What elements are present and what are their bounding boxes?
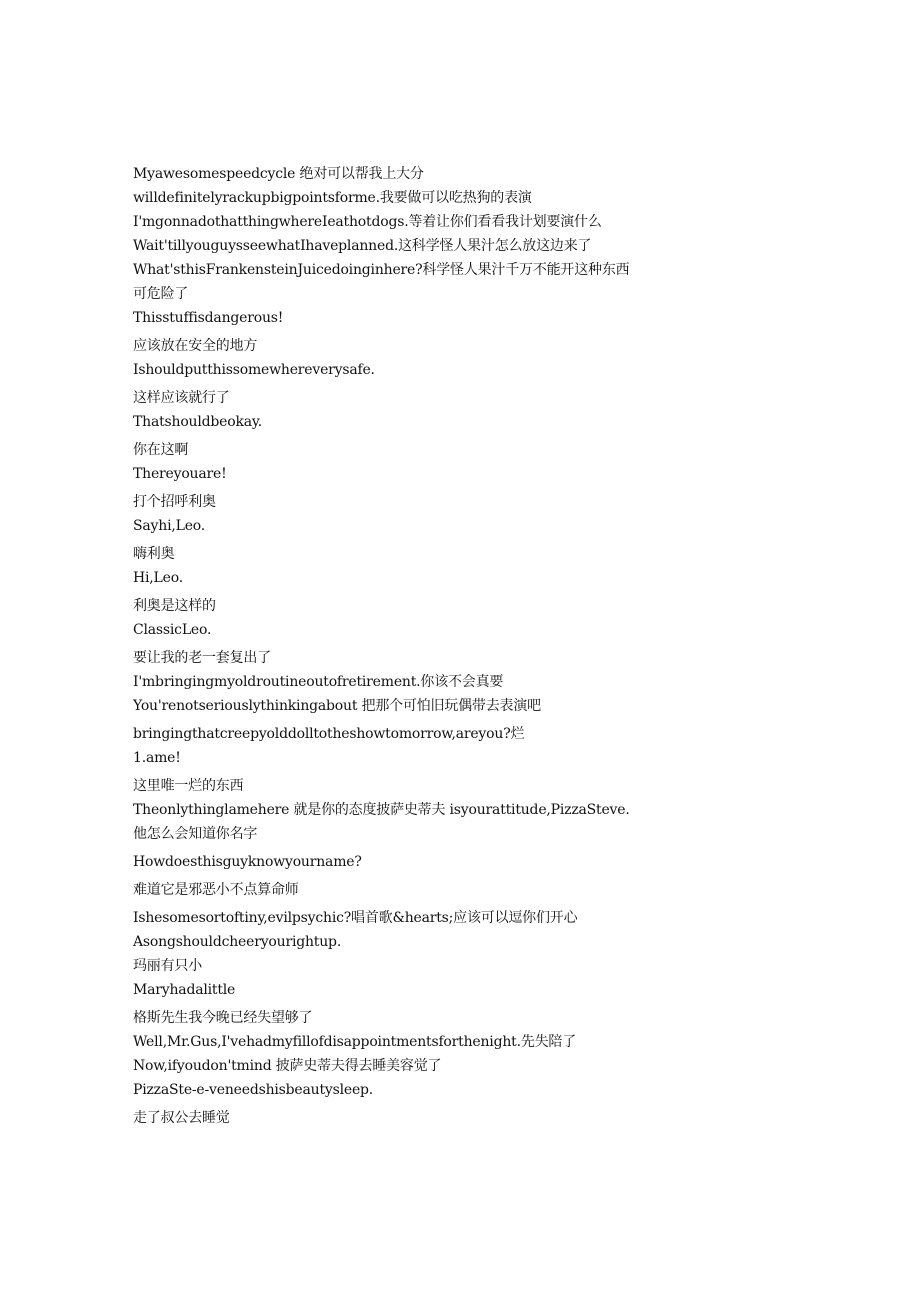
- text-line: 这里唯一烂的东西: [133, 778, 244, 794]
- text-line: ClassicLeo.: [133, 622, 212, 638]
- text-line: Theonlythinglamehere 就是你的态度披萨史蒂夫 isyourattitude,PizzaSteve.: [133, 802, 630, 818]
- text-line: Myawesomespeedcycle 绝对可以帮我上大分: [133, 166, 424, 182]
- text-line: 他怎么会知道你名字: [133, 826, 258, 842]
- text-line: bringingthatcreepyolddolltotheshowtomorrow,areyou?烂: [133, 726, 525, 742]
- text-line: 要让我的老一套复出了: [133, 650, 271, 666]
- text-line: 嗨利奥: [133, 546, 175, 562]
- text-line: Ishesomesortoftiny,evilpsychic?唱首歌&hearts;应该可以逗你们开心: [133, 910, 578, 926]
- text-line: Thereyouare!: [133, 466, 227, 482]
- text-line: I'mbringingmyoldroutineoutofretirement.你该不会真要: [133, 674, 504, 690]
- text-line: I'mgonnadothatthingwhereIeathotdogs.等着让你们看看我计划要演什么: [133, 214, 602, 230]
- text-line: Thatshouldbeokay.: [133, 414, 263, 430]
- text-line: 难道它是邪恶小不点算命师: [133, 882, 299, 898]
- text-line: 应该放在安全的地方: [133, 338, 258, 354]
- text-line: 走了叔公去睡觉: [133, 1110, 230, 1126]
- text-line: 玛丽有只小: [133, 958, 202, 974]
- text-line: Maryhadalittle: [133, 982, 236, 998]
- text-line: 这样应该就行了: [133, 390, 230, 406]
- text-line: Sayhi,Leo.: [133, 518, 206, 534]
- text-line: Wait'tillyouguysseewhatIhaveplanned.这科学怪人果汁怎么放这边来了: [133, 238, 592, 254]
- text-line: Hi,Leo.: [133, 570, 183, 586]
- text-line: 打个招呼利奥: [133, 494, 216, 510]
- text-line: Ishouldputthissomewhereverysafe.: [133, 362, 375, 378]
- text-line: Well,Mr.Gus,I'vehadmyfillofdisappointmentsforthenight.先失陪了: [133, 1034, 577, 1050]
- text-line: Asongshouldcheeryourightup.: [133, 934, 342, 950]
- text-line: 利奥是这样的: [133, 598, 216, 614]
- text-line: Howdoesthisguyknowyourname?: [133, 854, 362, 870]
- subtitle-text-block: [133, 162, 693, 1130]
- text-line: 1.ame!: [133, 750, 181, 766]
- text-line: 可危险了: [133, 286, 189, 302]
- text-line: Thisstuffisdangerous!: [133, 310, 284, 326]
- text-line: Now,ifyoudon'tmind 披萨史蒂夫得去睡美容觉了: [133, 1058, 442, 1074]
- text-line: You'renotseriouslythinkingabout 把那个可怕旧玩偶带去表演吧: [133, 698, 541, 714]
- text-line: PizzaSte-e-veneedshisbeautysleep.: [133, 1082, 374, 1098]
- text-line: willdefinitelyrackupbigpointsforme.我要做可以吃热狗的表演: [133, 190, 532, 206]
- text-line: What'sthisFrankensteinJuicedoinginhere?科学怪人果汁千万不能开这种东西: [133, 262, 630, 278]
- text-line: 你在这啊: [133, 442, 189, 458]
- text-line: 格斯先生我今晚已经失望够了: [133, 1010, 313, 1026]
